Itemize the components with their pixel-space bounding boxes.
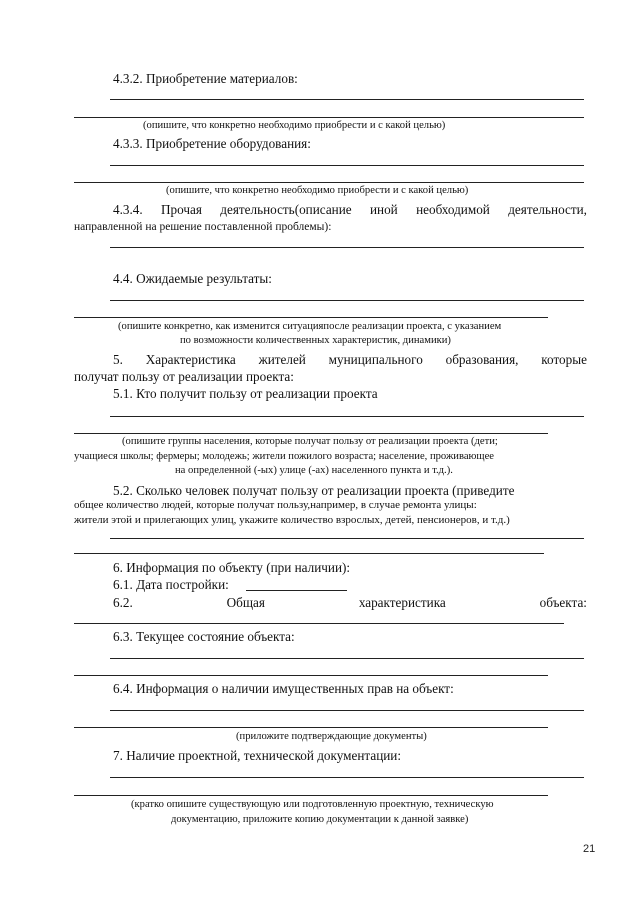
property-rights-label: 6.4. Информация о наличии имущественных прав на объект: (113, 681, 454, 696)
build-date-label: 6.1. Дата постройки: (113, 577, 229, 592)
hint-7-line2: документацию, приложите копию документации к данной заявке) (171, 814, 469, 825)
hint-5-1-line2: учащиеся школы; фермеры; молодежь; жители пожилого возраста; население, проживающее (74, 451, 494, 462)
word: муниципального (328, 352, 423, 367)
fill-line (74, 182, 584, 183)
word: характеристика (358, 595, 446, 610)
fill-line (74, 317, 548, 318)
heading-5-1: 5.1. Кто получит пользу от реализации проекта (113, 386, 378, 401)
hint-4-3-2: (опишите, что конкретно необходимо приобрести и с какой целью) (143, 120, 446, 131)
fill-line (110, 538, 584, 539)
word: иной (369, 202, 398, 217)
heading-4-3-2: 4.3.2. Приобретение материалов: (113, 71, 298, 86)
fill-line (110, 300, 584, 301)
word: 6.2. (113, 595, 133, 610)
word: 5. (113, 352, 123, 367)
general-characteristic-line (113, 596, 587, 609)
heading-4-4: 4.4. Ожидаемые результаты: (113, 271, 272, 286)
word: которые (541, 352, 587, 367)
word: Прочая (161, 202, 202, 217)
word: Характеристика (145, 352, 236, 367)
fill-line (74, 727, 548, 728)
fill-line (110, 710, 584, 711)
fill-line (74, 795, 548, 796)
fill-line (74, 553, 544, 554)
word: объекта: (539, 595, 587, 610)
word: деятельности, (508, 202, 587, 217)
page-number: 21 (583, 843, 596, 855)
word: жителей (258, 352, 306, 367)
fill-line (74, 623, 564, 624)
hint-5-1-line3: на определенной (-ых) улице (-ах) населенного пункта и т.д.). (175, 465, 453, 476)
hint-7-line1: (кратко опишите существующую или подготовленную проектную, техническую (131, 799, 494, 810)
property-rights-hint: (приложите подтверждающие документы) (236, 731, 427, 742)
fill-line (110, 99, 584, 100)
fill-line (110, 416, 584, 417)
heading-6: 6. Информация по объекту (при наличии): (113, 560, 351, 575)
word: деятельность(описание (220, 202, 352, 217)
heading-7: 7. Наличие проектной, технической документации: (113, 748, 402, 763)
word: необходимой (416, 202, 490, 217)
fill-line (74, 675, 548, 676)
fill-line (110, 247, 584, 248)
heading-5-2-line2: общее количество людей, которые получат пользу,например, в случае ремонта улицы: (74, 499, 477, 511)
word: 4.3.4. (113, 202, 143, 217)
hint-5-1-line1: (опишите группы населения, которые получат пользу от реализации проекта (дети; (122, 436, 498, 447)
fill-line (110, 777, 584, 778)
heading-5-2-line3: жители этой и прилегающих улиц, укажите количество взрослых, детей, пенсионеров, и т.д.) (74, 514, 510, 526)
heading-4-3-4-line1 (113, 203, 587, 216)
heading-5-2-line1: 5.2. Сколько человек получат пользу от реализации проекта (приведите (113, 483, 515, 498)
build-date-line (246, 590, 347, 591)
hint-4-3-3: (опишите, что конкретно необходимо приобрести и с какой целью) (166, 185, 469, 196)
hint-4-4-line1: (опишите конкретно, как изменится ситуацияпосле реализации проекта, с указанием (118, 321, 502, 332)
fill-line (74, 433, 548, 434)
heading-5-line1 (113, 353, 587, 366)
word: Общая (226, 595, 265, 610)
heading-4-3-3: 4.3.3. Приобретение оборудования: (113, 136, 311, 151)
fill-line (74, 117, 584, 118)
hint-4-4-line2: по возможности количественных характеристик, динамики) (180, 335, 451, 346)
fill-line (110, 165, 584, 166)
heading-4-3-4-line2: направленной на решение поставленной проблемы): (74, 221, 332, 233)
heading-5-line2: получат пользу от реализации проекта: (74, 369, 294, 384)
word: образования, (445, 352, 519, 367)
current-state-label: 6.3. Текущее состояние объекта: (113, 629, 295, 644)
fill-line (110, 658, 584, 659)
